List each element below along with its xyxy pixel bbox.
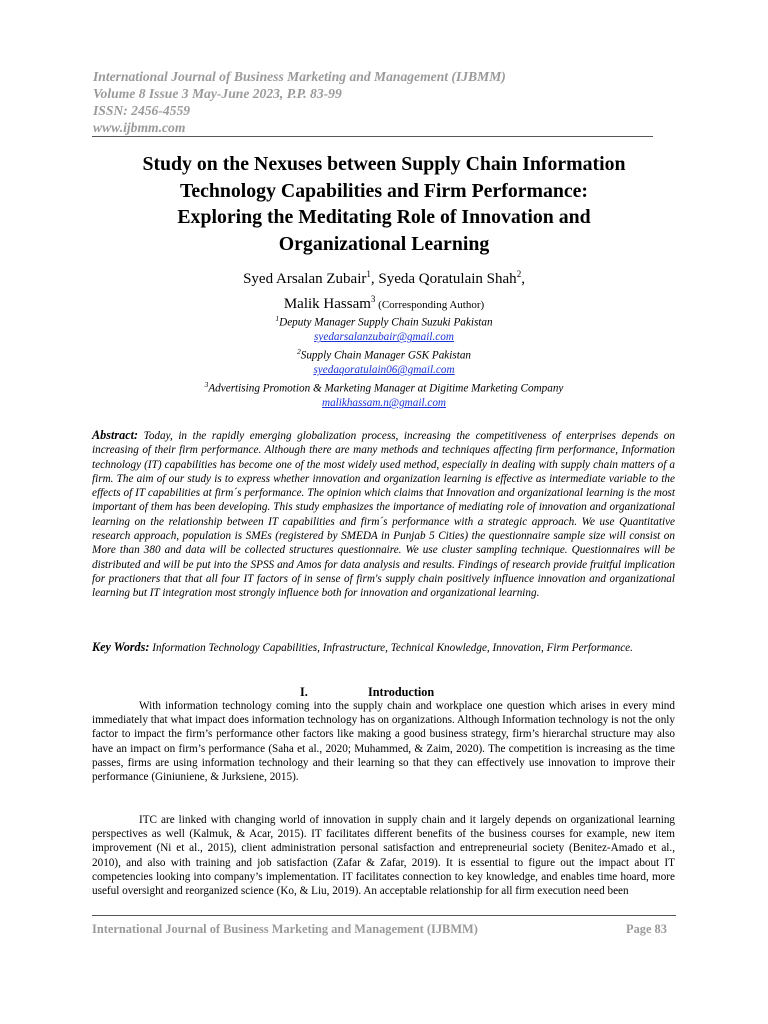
author-superscript: 3 <box>370 294 376 304</box>
author-list <box>86 264 682 315</box>
affiliation-text: Supply Chain Manager GSK Pakistan <box>300 349 472 362</box>
journal-name: International Journal of Business Marketing and Management (IJBMM) <box>93 69 506 84</box>
paragraph-text: ITC are linked with changing world of innovation in supply chain and it largely depends on organizational learning perspectives as well (Kalmuk, & Acar, 2015). IT facilitates different benefits of the business courses for example, new item improvement (Ni et al., 2015), client administration personal satisfaction and entrepreneurial society (Benitez-Amado et al., 2010), and also with training and job satisfaction (Zafar & Zafar, 2019). It is essential to figure out the impact about IT competencies looking into company’s implementation. IT facilitates connection to key knowledge, and enables time hoard, more useful oversight and reorganized science (Ko, & Liu, 2019). An acceptable relationship for all firm execution need been <box>92 814 675 898</box>
title-line: Organizational Learning <box>278 232 490 255</box>
author-name: Malik Hassam <box>283 296 371 312</box>
paper-title <box>86 151 682 257</box>
section-heading <box>300 685 500 700</box>
affiliation-superscript: 3 <box>204 379 209 389</box>
footer-divider <box>92 915 676 916</box>
affiliation-superscript: 1 <box>275 314 280 323</box>
page-number: Page 83 <box>626 922 667 936</box>
body-paragraph <box>92 813 675 898</box>
author-separator: , <box>521 271 525 287</box>
header-divider <box>92 136 653 137</box>
keywords-text: Information Technology Capabilities, Infrastructure, Technical Knowledge, Innovation, Firm Performance. <box>149 642 633 654</box>
footer-journal-name: International Journal of Business Marketing and Management (IJBMM) <box>92 922 478 936</box>
title-line: Exploring the Meditating Role of Innovation and <box>177 206 591 228</box>
section-number: I. <box>300 685 308 699</box>
affiliations <box>86 312 682 411</box>
email-link[interactable]: syedarsalanzubair@gmail.com <box>314 331 454 344</box>
author-name: Syed Arsalan Zubair <box>243 271 367 287</box>
journal-issn: ISSN: 2456-4559 <box>93 103 191 118</box>
abstract-label: Abstract: <box>92 428 139 442</box>
journal-header <box>93 68 693 136</box>
email-link[interactable]: malikhassam.n@gmail.com <box>321 397 447 410</box>
email-link[interactable]: syedaqoratulain06@gmail.com <box>313 364 455 377</box>
affiliation-superscript: 2 <box>296 346 301 356</box>
title-line: Technology Capabilities and Firm Performance: <box>179 179 589 202</box>
author-separator: , <box>370 271 379 287</box>
journal-website: www.ijbmm.com <box>93 120 186 135</box>
author-name: Syeda Qoratulain Shah <box>378 271 517 287</box>
author-superscript: 2 <box>516 269 522 279</box>
author-superscript: 1 <box>366 269 371 279</box>
keywords-label: Key Words: <box>92 640 150 654</box>
abstract <box>92 428 675 601</box>
body-paragraph <box>92 699 675 784</box>
corresponding-author-note: (Corresponding Author) <box>375 299 485 311</box>
affiliation-text: Deputy Manager Supply Chain Suzuki Pakistan <box>279 316 493 329</box>
paragraph-text: With information technology coming into the supply chain and workplace one question which arises in every mind immediately that what impact does information technology has on organizations. Although Information technology is not the only factor to impact the firm’s performance other factors like making a good business strategy, firm’s hierarchal structure may also have an impact on firm’s performance (Saha et al., 2020; Muhammed, & Zaim, 2020). The competition is increasing as the time passes, firms are using information technology and their learning so that they can effectively use innovation to improve their performance (Giniuniene, & Jurksiene, 2015). <box>92 700 675 784</box>
abstract-text: Today, in the rapidly emerging globalization process, increasing the competitiveness of enterprises depends on increasing of their firm performance. Although there are many methods and techniques affecting firm performance, Information technology (IT) capabilities has become one of the most widely used method, especially in dealing with supply chain matters of a firm. The aim of our study is to express whether innovation and organization learning is effective as intermediate variable to the effects of IT capabilities at firm´s performance. The opinion which claims that Innovation and organizational learning is the most important of them has been developing. This study emphasizes the importance of mediating role of innovation and organizational learning on the relationship between IT capabilities and firm´s performance with a strategic approach. We use Quantitative research approach, population is SMEs (registered by SMEDA in Punjab 5 Cities) the questionnaire sample size will consist on More than 380 and data will be collected structures questionnaire. We use cluster sampling technique. Questionnaires will be distributed and will be put into the SPSS and Amos for data analysis and results. Findings of research provide fruitful implication for practioners that that all four IT factors of in sense of firm's supply chain positively influence innovation and organizational learning but IT integration most strongly influence both for innovation and organizational learning. <box>92 430 675 600</box>
journal-volume: Volume 8 Issue 3 May-June 2023, P.P. 83-99 <box>93 86 342 101</box>
affiliation-text: Advertising Promotion & Marketing Manager at Digitime Marketing Company <box>208 382 564 395</box>
keywords <box>92 640 675 655</box>
title-line: Study on the Nexuses between Supply Chain Information <box>142 153 626 175</box>
section-title: Introduction <box>368 685 435 699</box>
